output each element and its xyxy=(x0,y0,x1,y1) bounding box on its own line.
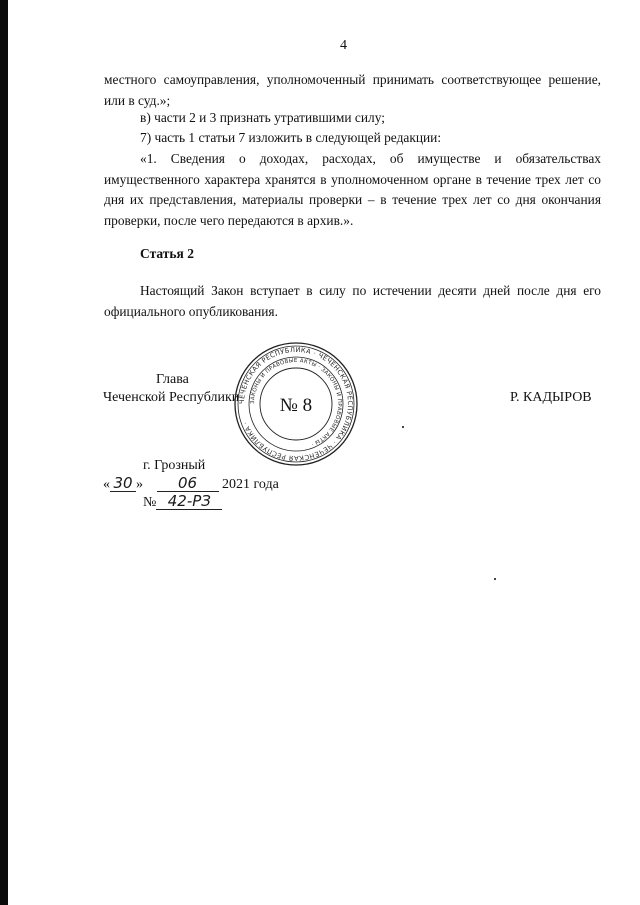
signatory-title-line2: Чеченской Республики xyxy=(103,390,240,405)
scan-speck xyxy=(494,578,496,580)
scan-speck xyxy=(402,426,404,428)
paragraph-local-government: местного самоуправления, уполномоченный принимать соответствующее решение, или в суд.»; xyxy=(104,72,601,108)
page-number: 4 xyxy=(340,38,347,53)
law-number-handwritten: 42-РЗ xyxy=(156,493,222,510)
date-day-handwritten: 30 xyxy=(110,475,136,492)
official-seal xyxy=(231,340,361,468)
scan-left-edge xyxy=(0,0,8,905)
signing-date xyxy=(103,475,279,493)
svg-text:ЗАКОНЫ И ПРАВОВЫЕ АКТЫ · ЗАКОН: ЗАКОНЫ И ПРАВОВЫЕ АКТЫ · ЗАКОНЫ И ПРАВОВЫЕ АКТЫ · xyxy=(249,357,343,448)
paragraph-item-7: 7) часть 1 статьи 7 изложить в следующей редакции: xyxy=(140,130,442,145)
seal-number: № 8 xyxy=(279,395,313,416)
article-2-title: Статья 2 xyxy=(140,246,194,261)
place-of-signing: г. Грозный xyxy=(143,458,206,473)
svg-text:ЧЕЧЕНСКАЯ РЕСПУБЛИКА · ЧЕЧЕНСК: ЧЕЧЕНСКАЯ РЕСПУБЛИКА · ЧЕЧЕНСКАЯ РЕСПУБЛИКА · ЧЕЧЕНСКАЯ РЕСПУБЛИКА · xyxy=(237,345,355,463)
date-close-quote: » xyxy=(136,477,143,492)
signatory-name: Р. КАДЫРОВ xyxy=(510,390,592,405)
paragraph-subitem-v: в) части 2 и 3 признать утратившими силу; xyxy=(140,110,385,125)
date-year: 2021 года xyxy=(222,477,279,492)
number-sign: № xyxy=(143,495,157,510)
date-month-handwritten: 06 xyxy=(157,475,219,492)
signatory-title-line1: Глава xyxy=(156,372,189,387)
paragraph-entry-into-force: Настоящий Закон вступает в силу по истечении десяти дней после дня его официального опубликования. xyxy=(104,283,601,319)
law-number xyxy=(143,493,222,511)
date-open-quote: « xyxy=(103,477,110,492)
paragraph-new-wording: «1. Сведения о доходах, расходах, об имуществе и обязательствах имущественного характера хранятся в уполномоченном органе в течение трех лет со дня их представления, материалы проверки – в течение трех лет со дня окончания проверки, после чего передаются в архив.». xyxy=(104,151,601,228)
